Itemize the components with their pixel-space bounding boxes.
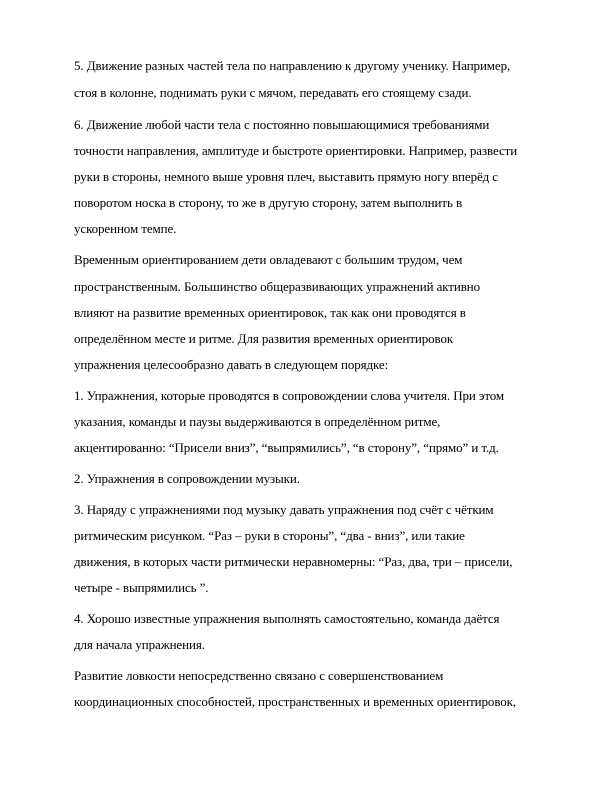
text-line: стоя в колонне, поднимать руки с мячом, передавать его стоящему сзади. (74, 85, 472, 100)
text-line: акцентированно: “Присели вниз”, “выпрямились”, “в сторону”, “прямо” и т.д. (74, 440, 499, 455)
text-line: указания, команды и паузы выдерживаются в определённом ритме, (74, 414, 441, 429)
text-line: определённом месте и ритме. Для развития временных ориентировок (74, 331, 454, 346)
text-line: 5. Движение разных частей тела по направлению к другому ученику. Например, (74, 58, 511, 73)
text-line: руки в стороны, немного выше уровня плеч, выставить прямую ногу вперёд с (74, 169, 498, 184)
text-line: координационных способностей, пространственных и временных ориентировок, (74, 694, 517, 709)
text-line: 6. Движение любой части тела с постоянно повышающимися требованиями (74, 117, 490, 132)
text-line: ритмическим рисунком. “Раз – руки в стороны”, “два - вниз”, или такие (74, 528, 465, 543)
text-line: Развитие ловкости непосредственно связано с совершенствованием (74, 668, 444, 683)
text-line: движения, в которых части ритмически неравномерны: “Раз, два, три – присели, (74, 554, 513, 569)
text-line: 2. Упражнения в сопровождении музыки. (74, 471, 300, 486)
text-line: для начала упражнения. (74, 637, 205, 652)
text-line: Временным ориентированием дети овладевают с большим трудом, чем (74, 252, 463, 267)
text-line: ускоренном темпе. (74, 221, 177, 236)
text-line: упражнения целесообразно давать в следующем порядке: (74, 357, 389, 372)
text-line: точности направления, амплитуде и быстроте ориентировки. Например, развести (74, 143, 518, 158)
text-line: поворотом носка в сторону, то же в другую сторону, затем выполнить в (74, 195, 462, 210)
text-line: влияют на развитие временных ориентировок, так как они проводятся в (74, 305, 466, 320)
text-line: пространственным. Большинство общеразвивающих упражнений активно (74, 279, 481, 294)
text-line: 3. Наряду с упражнениями под музыку давать упражнения под счёт с чётким (74, 502, 494, 517)
text-line: 1. Упражнения, которые проводятся в сопровождении слова учителя. При этом (74, 388, 505, 403)
text-line: 4. Хорошо известные упражнения выполнять самостоятельно, команда даётся (74, 611, 500, 626)
text-line: четыре - выпрямились ”. (74, 580, 209, 595)
